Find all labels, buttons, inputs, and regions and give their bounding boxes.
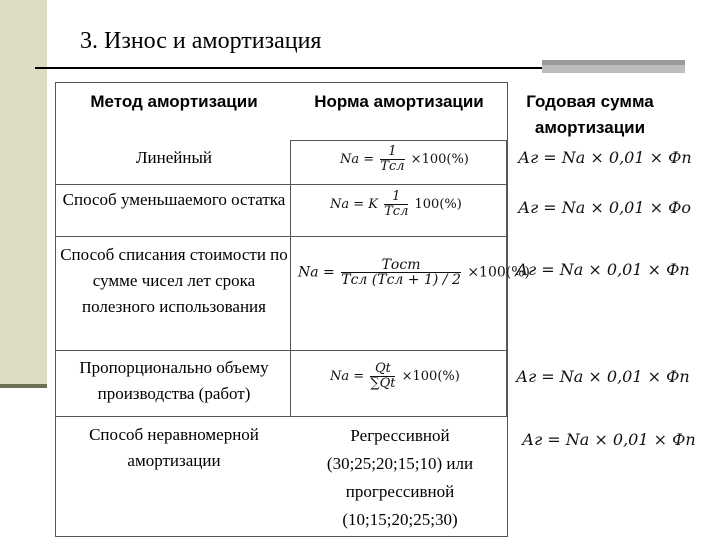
formula-denominator: ∑Qt (370, 376, 396, 391)
row-divider (290, 140, 507, 141)
formula-tail: ×100(%) (467, 264, 530, 281)
formula-lhs: Na = K (330, 197, 378, 212)
norm-formula-linear (340, 145, 469, 174)
method-sum-of-years: Способ списания стоимости по сумме чисел лет срока полезного использования (60, 245, 288, 316)
slide-title: 3. Износ и амортизация (80, 28, 322, 54)
header-annual: Годовая сумма амортизации (526, 92, 654, 137)
row-divider (56, 184, 507, 185)
annual-formula-sum-of-years: Аг = Nа × 0,01 × Фп (516, 260, 690, 279)
formula-numerator: Тост (341, 258, 461, 273)
formula-tail: ×100(%) (410, 152, 469, 167)
norm-formula-sum-of-years (298, 258, 530, 287)
norm-formula-production (330, 362, 460, 391)
annual-formula-linear: Аг = Nа × 0,01 × Фп (518, 148, 692, 167)
annual-formula-declining: Аг = Nа × 0,01 × Фо (518, 198, 692, 217)
method-linear: Линейный (136, 148, 212, 167)
formula-denominator: Tсл (Tсл + 1) / 2 (341, 272, 461, 288)
formula-tail: 100(%) (414, 197, 462, 212)
formula-lhs: Na = (330, 369, 365, 384)
norm-uneven-text: Регрессивной (30;25;20;15;10) или прогрессивной (10;15;20;25;30) (326, 426, 474, 529)
formula-numerator: Qt (370, 362, 395, 377)
row-divider (56, 416, 507, 417)
method-production-volume: Пропорционально объему производства (работ) (79, 358, 269, 403)
column-divider (290, 140, 291, 416)
formula-denominator: Tсл (384, 204, 409, 219)
annual-formula-uneven: Аг = Nа × 0,01 × Фп (522, 430, 696, 449)
row-divider (56, 236, 507, 237)
formula-tail: ×100(%) (401, 369, 460, 384)
decorative-left-accent (0, 384, 47, 388)
method-uneven: Способ неравномерной амортизации (89, 425, 259, 470)
header-method: Метод амортизации (90, 92, 258, 111)
formula-lhs: Na = (298, 264, 335, 281)
decorative-corner-block-top (542, 60, 685, 65)
formula-numerator: 1 (380, 145, 404, 160)
method-declining-balance: Способ уменьшаемого остатка (62, 190, 286, 209)
row-divider (56, 350, 507, 351)
formula-denominator: Tсл (380, 159, 405, 174)
norm-formula-declining (330, 190, 462, 219)
formula-lhs: Na = (340, 152, 375, 167)
formula-numerator: 1 (384, 190, 408, 205)
header-norm: Норма амортизации (314, 92, 484, 111)
decorative-left-stripe (0, 0, 47, 384)
annual-formula-production: Аг = Nа × 0,01 × Фп (516, 367, 690, 386)
